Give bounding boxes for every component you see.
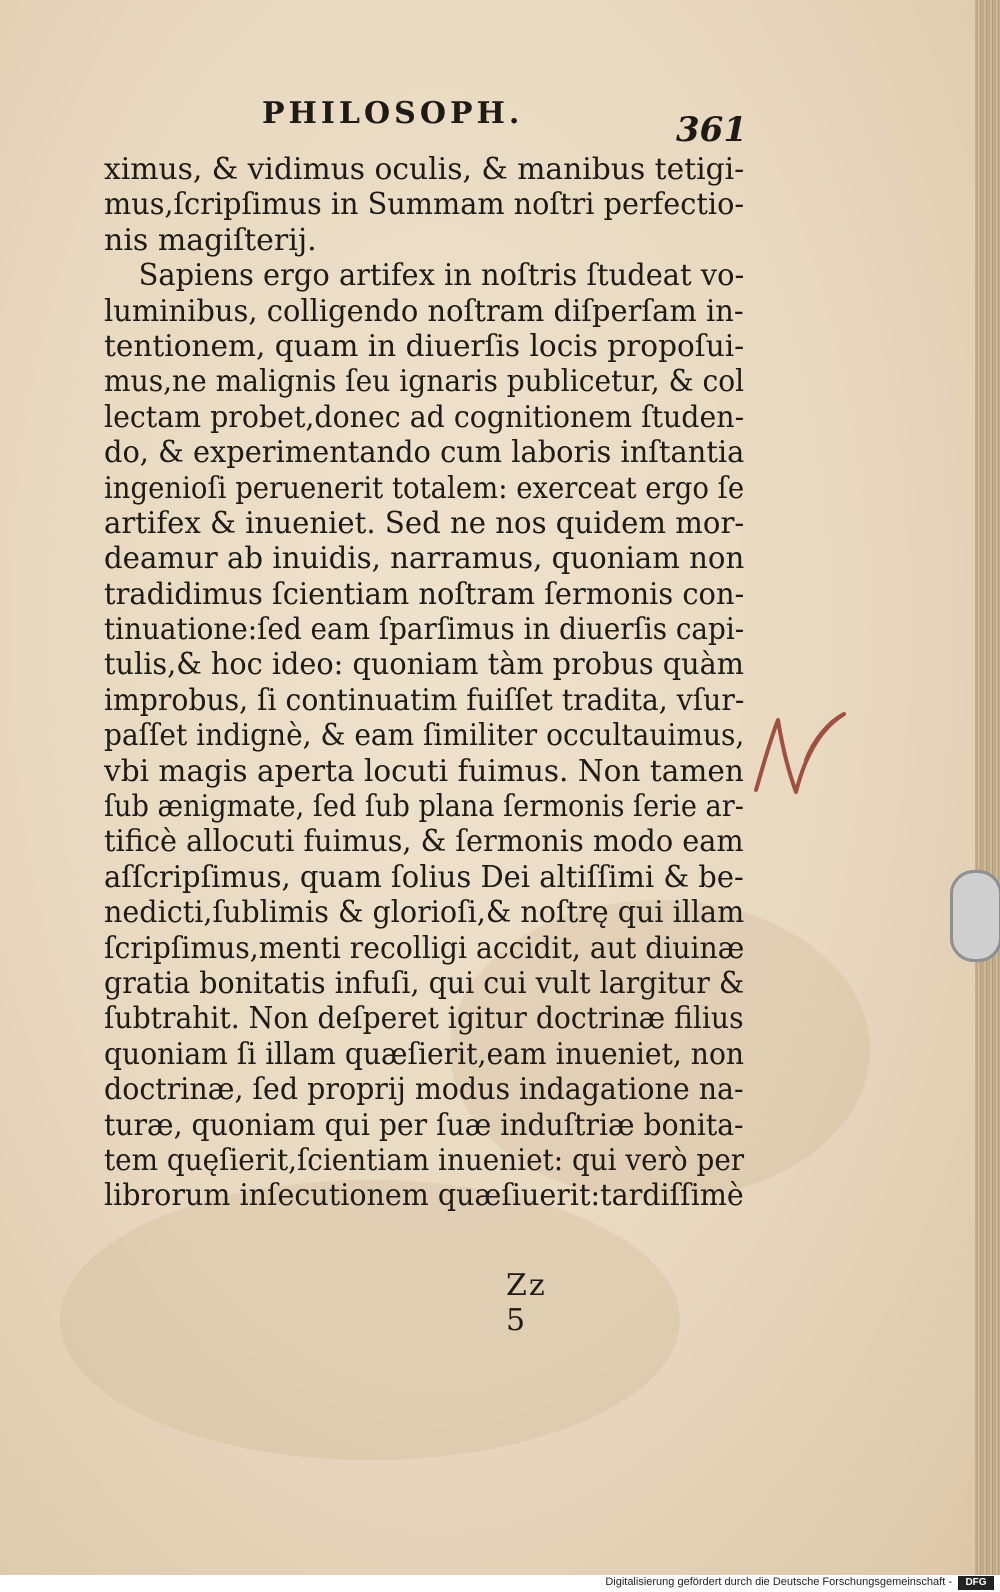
text-line: ſcripſimus,menti recolligi accidit, aut diuinæ (104, 930, 745, 966)
body-text (104, 152, 744, 1214)
text-line: ingenioſi peruenerit totalem: exerceat ergo ſe (104, 470, 745, 506)
text-line: Sapiens ergo artifex in noſtris ſtudeat vo- (138, 258, 745, 294)
handwritten-mark (748, 700, 852, 804)
text-line: tinuatione:ſed eam ſparſimus in diuerſis capi- (104, 612, 745, 648)
text-line: gratia bonitatis infuſi, qui cui vult largitur & (104, 965, 745, 1001)
text-line: turæ, quoniam qui per ſuæ induſtriæ bonita- (104, 1107, 744, 1143)
text-line: tulis,& hoc ideo: quoniam tàm probus quàm (104, 647, 744, 683)
text-line: nis magiſterij. (104, 222, 317, 258)
text-line: librorum inſecutionem quæſiuerit:tardiſſimè (104, 1178, 744, 1214)
text-line: tificè allocuti fuimus, & ſermonis modo eam (104, 824, 744, 860)
text-line: paſſet indignè, & eam ſimiliter occultauimus, (104, 718, 745, 754)
page-number: 361 (676, 110, 747, 150)
text-line: mus,ſcripſimus in Summam noſtri perfectio- (104, 187, 745, 223)
footer-bar (0, 1575, 1000, 1592)
text-line: mus,ne malignis ſeu ignaris publicetur, & col (104, 364, 745, 400)
text-line: ſubtrahit. Non deſperet igitur doctrinæ filius (104, 1001, 744, 1037)
text-line: artifex & inueniet. Sed ne nos quidem mor- (104, 505, 745, 541)
text-line: tradidimus ſcientiam noſtram ſermonis con- (104, 576, 745, 612)
running-head: PHILOSOPH. (262, 96, 524, 131)
text-line: quoniam ſi illam quæſierit,eam inueniet, non (104, 1036, 745, 1072)
paper-stain (60, 1180, 680, 1460)
page-edges (975, 0, 1000, 1575)
dfg-logo: DFG (958, 1576, 994, 1590)
text-line: doctrinæ, ſed proprij modus indagatione na- (104, 1072, 744, 1108)
text-line: tentionem, quam in diuerſis locis propoſui- (104, 328, 745, 364)
page-clip (950, 870, 1000, 962)
text-line: tem quęſierit,ſcientiam inueniet: qui verò per (104, 1142, 745, 1178)
text-line: vbi magis aperta locuti fuimus. Non tamen (104, 753, 744, 789)
text-line: ximus, & vidimus oculis, & manibus tetigi- (104, 152, 745, 187)
text-line: nedicti,ſublimis & glorioſi,& noſtrę qui illam (104, 895, 745, 931)
text-line: ſub ænigmate, ſed ſub plana ſermonis ſerie ar- (104, 789, 744, 825)
text-line: lectam probet,donec ad cognitionem ſtuden- (104, 399, 745, 435)
footer-credit: Digitalisierung gefördert durch die Deutsche Forschungsgemeinschaft - (605, 1576, 952, 1588)
text-line: improbus, ſi continuatim fuiſſet tradita, vſur- (104, 682, 745, 718)
text-line: luminibus, colligendo noſtram diſperſam in- (104, 293, 744, 329)
text-line: deamur ab inuidis, narramus, quoniam non (104, 541, 745, 577)
signature-mark: Zz 5 (506, 1268, 547, 1338)
text-line: aſſcripſimus, quam ſolius Dei altiſſimi & be- (104, 859, 744, 895)
text-line: do, & experimentando cum laboris inſtantia (104, 435, 745, 471)
